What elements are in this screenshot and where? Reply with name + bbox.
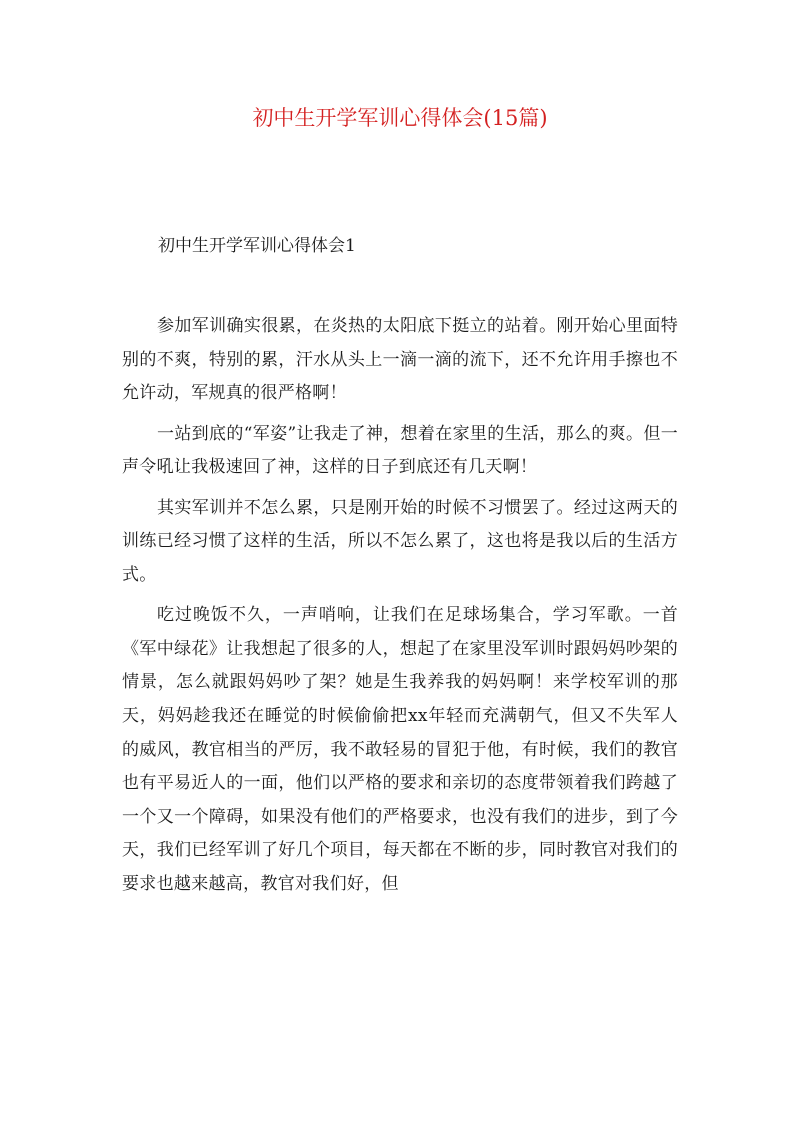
body-text bbox=[122, 310, 678, 901]
paragraph-4: 吃过晚饭不久，一声哨响，让我们在足球场集合，学习军歌。一首《军中绿花》让我想起了很多的人，想起了在家里没军训时跟妈妈吵架的情景，怎么就跟妈妈吵了架？她是生我养我的妈妈啊！来学校军训的那天，妈妈趁我还在睡觉的时候偷偷把xx年轻而充满朝气，但又不失军人的威风，教官相当的严厉，我不敢轻易的冒犯于他，有时候，我们的教官也有平易近人的一面，他们以严格的要求和亲切的态度带领着我们跨越了一个又一个障碍，如果没有他们的严格要求，也没有我们的进步，到了今天，我们已经军训了好几个项目，每天都在不断的步，同时教官对我们的要求也越来越高，教官对我们好，但 bbox=[122, 605, 678, 894]
paragraph-3: 其实军训并不怎么累，只是刚开始的时候不习惯罢了。经过这两天的训练已经习惯了这样的生活，所以不怎么累了，这也将是我以后的生活方式。 bbox=[122, 497, 678, 585]
section-heading: 初中生开学军训心得体会1 bbox=[158, 236, 356, 256]
document-title: 初中生开学军训心得体会(15篇) bbox=[252, 106, 548, 130]
paragraph-1: 参加军训确实很累，在炎热的太阳底下挺立的站着。刚开始心里面特别的不爽，特别的累，汗水从头上一滴一滴的流下，还不允许用手擦也不允许动，军规真的很严格啊！ bbox=[122, 316, 678, 404]
paragraph-2: 一站到底的“军姿”让我走了神，想着在家里的生活，那么的爽。但一声令吼让我极速回了神，这样的日子到底还有几天啊！ bbox=[122, 423, 678, 478]
